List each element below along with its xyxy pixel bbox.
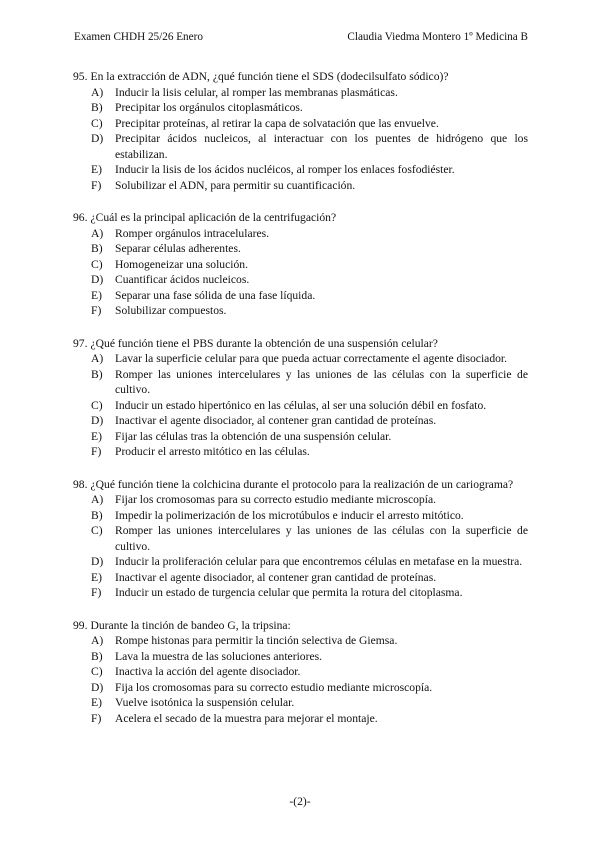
answer-option — [73, 695, 528, 711]
option-letter: F) — [91, 711, 102, 725]
header-exam-title: Examen CHDH 25/26 Enero — [74, 31, 203, 43]
option-text: Inducir un estado de turgencia celular que permita la rotura del citoplasma. — [115, 586, 463, 599]
question — [73, 336, 528, 460]
option-text: Rompe histonas para permitir la tinción selectiva de Giemsa. — [115, 634, 398, 647]
answer-option — [73, 413, 528, 429]
option-letter: D) — [91, 555, 104, 568]
option-text: Romper las uniones intercelulares y las uniones de las células con la superficie de cultivo. — [115, 524, 528, 553]
answer-option — [73, 649, 528, 665]
answer-options — [73, 492, 528, 601]
option-text: Romper orgánulos intracelulares. — [115, 226, 270, 240]
option-letter: B) — [91, 508, 103, 522]
question-text: En la extracción de ADN, ¿qué función tiene el SDS (dodecilsulfato sódico)? — [90, 70, 449, 83]
answer-option — [73, 570, 528, 586]
option-text: Vuelve isotónica la suspensión celular. — [115, 696, 295, 709]
answer-option — [73, 178, 528, 194]
option-text: Separar células adherentes. — [115, 242, 241, 255]
answer-option — [73, 711, 528, 727]
option-text: Inducir la proliferación celular para que encontremos células en metafase en la muestra. — [115, 555, 523, 568]
question — [73, 69, 528, 193]
page-header — [74, 30, 528, 44]
answer-option — [73, 664, 528, 680]
answer-option — [73, 554, 528, 570]
answer-options — [73, 351, 528, 460]
question-list — [73, 69, 528, 743]
option-text: Precipitar proteínas, al retirar la capa de solvatación que las envuelve. — [115, 116, 439, 130]
option-letter: F) — [91, 445, 102, 458]
option-letter: E) — [91, 570, 102, 584]
option-letter: C) — [91, 257, 103, 271]
question-stem — [73, 69, 528, 85]
option-letter: C) — [91, 524, 103, 537]
option-letter: C) — [91, 398, 103, 412]
question-number: 99. — [73, 618, 88, 632]
answer-option — [73, 131, 528, 162]
option-text: Cuantificar ácidos nucleicos. — [115, 273, 250, 286]
question-text: ¿Cuál es la principal aplicación de la centrifugación? — [90, 211, 337, 224]
answer-option — [73, 444, 528, 460]
answer-option — [73, 257, 528, 273]
answer-option — [73, 398, 528, 414]
answer-option — [73, 288, 528, 304]
question-stem — [73, 336, 528, 352]
option-text: Precipitar los orgánulos citoplasmáticos. — [115, 101, 303, 114]
answer-option — [73, 680, 528, 696]
page-number: -(2)- — [289, 795, 311, 808]
answer-option — [73, 633, 528, 649]
option-letter: F) — [91, 304, 102, 317]
option-text: Inactiva la acción del agente disociador. — [115, 665, 301, 678]
option-letter: E) — [91, 288, 102, 302]
option-text: Inducir la lisis celular, al romper las membranas plasmáticas. — [115, 85, 398, 99]
option-text: Fijar las células tras la obtención de una suspensión celular. — [115, 429, 392, 443]
question-stem — [73, 477, 528, 493]
header-author: Claudia Viedma Montero 1º Medicina B — [347, 31, 528, 43]
answer-option — [73, 523, 528, 554]
answer-option — [73, 585, 528, 601]
answer-option — [73, 241, 528, 257]
option-letter: E) — [91, 429, 102, 443]
option-letter: C) — [91, 665, 103, 678]
option-letter: E) — [91, 696, 102, 709]
question-number: 97. — [73, 336, 88, 350]
option-letter: B) — [91, 649, 103, 663]
question-text: ¿Qué función tiene el PBS durante la obtención de una suspensión celular? — [90, 336, 438, 350]
answer-option — [73, 508, 528, 524]
question — [73, 210, 528, 319]
answer-option — [73, 367, 528, 398]
option-letter: B) — [91, 242, 103, 255]
answer-option — [73, 116, 528, 132]
option-text: Solubilizar compuestos. — [115, 304, 227, 317]
option-letter: B) — [91, 367, 103, 381]
option-text: Precipitar ácidos nucleicos, al interactuar con los puentes de hidrógeno que los estabilizan. — [115, 132, 528, 161]
answer-options — [73, 226, 528, 319]
answer-option — [73, 272, 528, 288]
option-text: Homogeneizar una solución. — [115, 257, 248, 271]
option-text: Fijar los cromosomas para su correcto estudio mediante microscopía. — [115, 493, 436, 506]
option-letter: C) — [91, 116, 103, 130]
option-text: Lavar la superficie celular para que pueda actuar correctamente el agente disociador. — [115, 352, 508, 365]
question-text: ¿Qué función tiene la colchicina durante el protocolo para la realización de un cariograma? — [90, 477, 514, 491]
option-text: Inactivar el agente disociador, al contener gran cantidad de proteínas. — [115, 570, 437, 584]
option-letter: A) — [91, 352, 104, 365]
question — [73, 477, 528, 601]
option-letter: A) — [91, 634, 104, 647]
option-text: Acelera el secado de la muestra para mejorar el montaje. — [115, 711, 378, 725]
answer-option — [73, 492, 528, 508]
answer-option — [73, 85, 528, 101]
option-letter: D) — [91, 680, 104, 694]
option-text: Inactivar el agente disociador, al contener gran cantidad de proteínas. — [115, 414, 437, 427]
option-letter: A) — [91, 226, 104, 240]
option-letter: E) — [91, 163, 102, 176]
answer-option — [73, 303, 528, 319]
option-text: Inducir la lisis de los ácidos nucléicos, al romper los enlaces fosfodiéster. — [115, 163, 455, 176]
option-text: Producir el arresto mitótico en las células. — [115, 445, 310, 458]
answer-option — [73, 226, 528, 242]
question-number: 96. — [73, 211, 88, 224]
option-text: Inducir un estado hipertónico en las células, al ser una solución débil en fosfato. — [115, 398, 487, 412]
question-number: 95. — [73, 70, 88, 83]
answer-option — [73, 351, 528, 367]
option-text: Separar una fase sólida de una fase líquida. — [115, 288, 316, 302]
option-letter: D) — [91, 414, 104, 427]
option-text: Fija los cromosomas para su correcto estudio mediante microscopía. — [115, 680, 433, 694]
option-text: Impedir la polimerización de los microtúbulos e inducir el arresto mitótico. — [115, 508, 464, 522]
option-text: Solubilizar el ADN, para permitir su cuantificación. — [115, 178, 356, 192]
answer-option — [73, 100, 528, 116]
option-letter: D) — [91, 273, 104, 286]
option-letter: A) — [91, 493, 104, 506]
answer-options — [73, 85, 528, 194]
option-letter: B) — [91, 101, 103, 114]
question-stem — [73, 618, 528, 634]
answer-option — [73, 162, 528, 178]
option-text: Romper las uniones intercelulares y las uniones de las células con la superficie de cultivo. — [115, 367, 528, 396]
question-stem — [73, 210, 528, 226]
answer-options — [73, 633, 528, 726]
option-letter: F) — [91, 586, 102, 599]
option-letter: A) — [91, 85, 104, 99]
option-text: Lava la muestra de las soluciones anteriores. — [115, 649, 323, 663]
question — [73, 618, 528, 727]
option-letter: F) — [91, 178, 102, 192]
question-number: 98. — [73, 477, 88, 491]
option-letter: D) — [91, 132, 104, 145]
answer-option — [73, 429, 528, 445]
question-text: Durante la tinción de bandeo G, la tripsina: — [90, 618, 291, 632]
